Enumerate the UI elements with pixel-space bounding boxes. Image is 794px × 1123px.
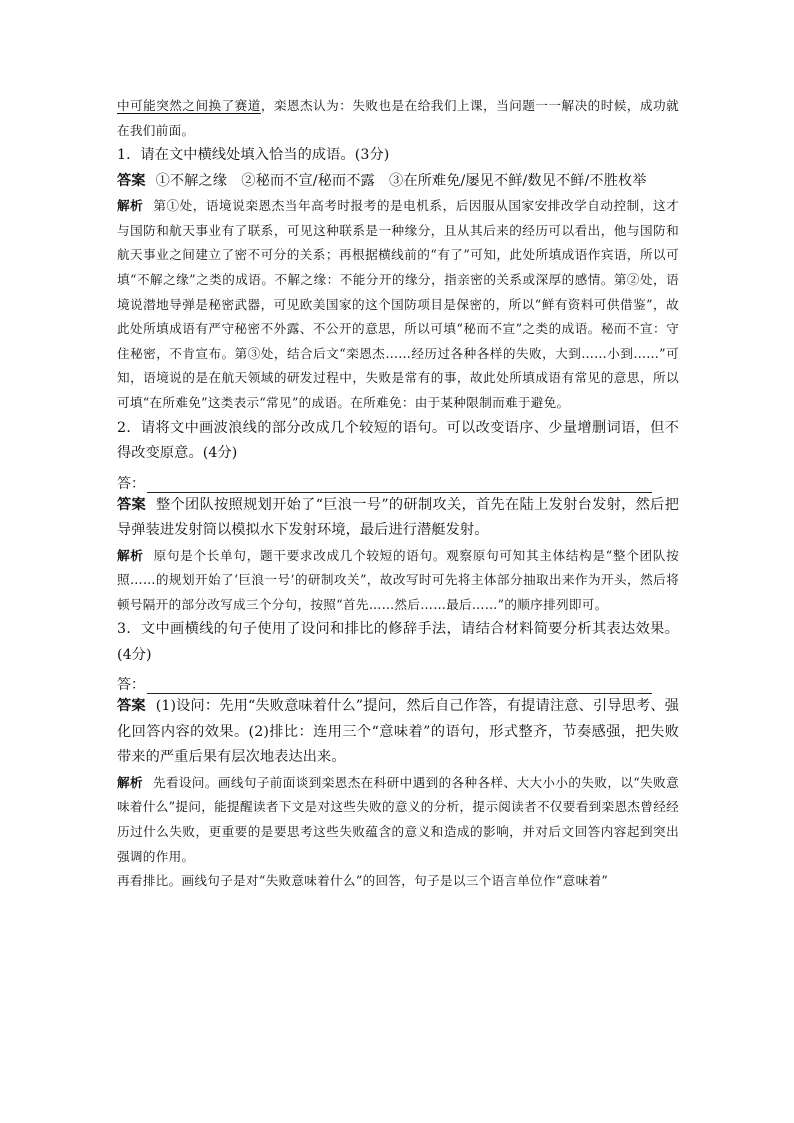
answer-3	[117, 694, 679, 771]
analysis-text: 第①处，语境说栾恩杰当年高考时报考的是电机系，后因服从国家安排改学自动控制，这才与国防和航天事业有了联系，可见这种联系是一种缘分，且从其后来的经历可以看出，他与国防和航天事业之间建立了密不可分的关系；再根据横线前的“有了”可知，此处所填成语作宾语，所以可填“不解之缘”之类的成语。不解之缘：不能分开的缘分，指亲密的关系或深厚的感情。第②处，语境说潜地导弹是秘密武器，可见欧美国家的这个国防项目是保密的，所以“鲜有资料可供借鉴”，故此处所填成语有严守秘密不外露、不公开的意思，所以可填“秘而不宣”之类的成语。秘而不宣：守住秘密，不肯宣布。第③处，结合后文“栾恩杰……经历过各种各样的失败，大到……小到……”可知，语境说的是在航天领域的研发过程中，失败是常有的事，故此处所填成语有常见的意思，所以可填“在所难免”这类表示“常见”的成语。在所难免：由于某种限制而难于避免。	[117, 198, 680, 410]
analysis-3	[117, 771, 679, 869]
answer-tag: 答案	[117, 172, 146, 189]
answer-1	[117, 169, 679, 195]
question-2: 2．请将文中画波浪线的部分改成几个较短的语句。可以改变语序、少量增删词语，但不得改变原意。(4分)	[117, 419, 679, 462]
answer-blank[interactable]	[147, 677, 652, 694]
answer-2	[117, 493, 679, 544]
analysis-text: 先看设问。画线句子前面谈到栾恩杰在科研中遇到的各种各样、大大小小的失败，以“失败意味着什么”提问，能提醒读者下文是对这些失败的意义的分析，提示阅读者不仅要看到栾恩杰曾经经历过什么失败，更重要的是要思考这些失败蕴含的意义和造成的影响，并对后文回答内容起到突出强调的作用。	[117, 774, 679, 864]
intro-paragraph	[117, 94, 679, 143]
answer-tag: 答案	[117, 698, 146, 715]
analysis-tag: 解析	[117, 198, 144, 214]
answer-label: 答：	[117, 677, 145, 694]
analysis-text: 原句是个长单句，题干要求改成几个较短的语句。观察原句可知其主体结构是“整个团队按照……的规划开始了‘巨浪一号’的研制攻关”，故改写时可先将主体部分抽取出来作为开头，然后将顿号隔开的部分改写成三个分句，按照“首先……然后……最后……”的顺序排列即可。	[117, 547, 679, 612]
answer-blank[interactable]	[147, 476, 652, 493]
analysis-1	[117, 194, 679, 415]
analysis-2	[117, 544, 679, 618]
analysis-tag: 解析	[117, 547, 144, 563]
document-page	[117, 94, 679, 894]
question-3: 3．文中画横线的句子使用了设问和排比的修辞手法，请结合材料简要分析其表达效果。(4分)	[117, 621, 679, 663]
answer-label: 答：	[117, 475, 145, 492]
intro-text: ，栾恩杰认为：失败也是在给我们上课，当问题一一解决的时候，成功就在我们前面。	[117, 98, 679, 138]
answer-line-2	[117, 467, 679, 493]
answer-tag: 答案	[117, 496, 147, 513]
analysis-tag: 解析	[117, 774, 143, 790]
question-1: 1．请在文中横线处填入恰当的成语。(3分)	[117, 147, 390, 164]
underlined-text: 中可能突然之间换了赛道	[117, 98, 261, 113]
analysis-3-continued: 再看排比。画线句子是对“失败意味着什么”的回答，句子是以三个语言单位作“意味着”	[117, 873, 609, 889]
answer-text: 整个团队按照规划开始了“巨浪一号”的研制攻关，首先在陆上发射台发射，然后把导弹装进发射筒以模拟水下发射环境，最后进行潜艇发射。	[117, 496, 679, 539]
answer-line-3	[117, 668, 679, 694]
answer-text: ①不解之缘 ②秘而不宣/秘而不露 ③在所难免/屡见不鲜/数见不鲜/不胜枚举	[155, 172, 647, 189]
answer-text: (1)设问：先用“失败意味着什么”提问，然后自己作答，有提请注意、引导思考、强化回答内容的效果。(2)排比：连用三个“意味着”的语句，形式整齐，节奏感强，把失败带来的严重后果有层次地表达出来。	[117, 698, 679, 766]
